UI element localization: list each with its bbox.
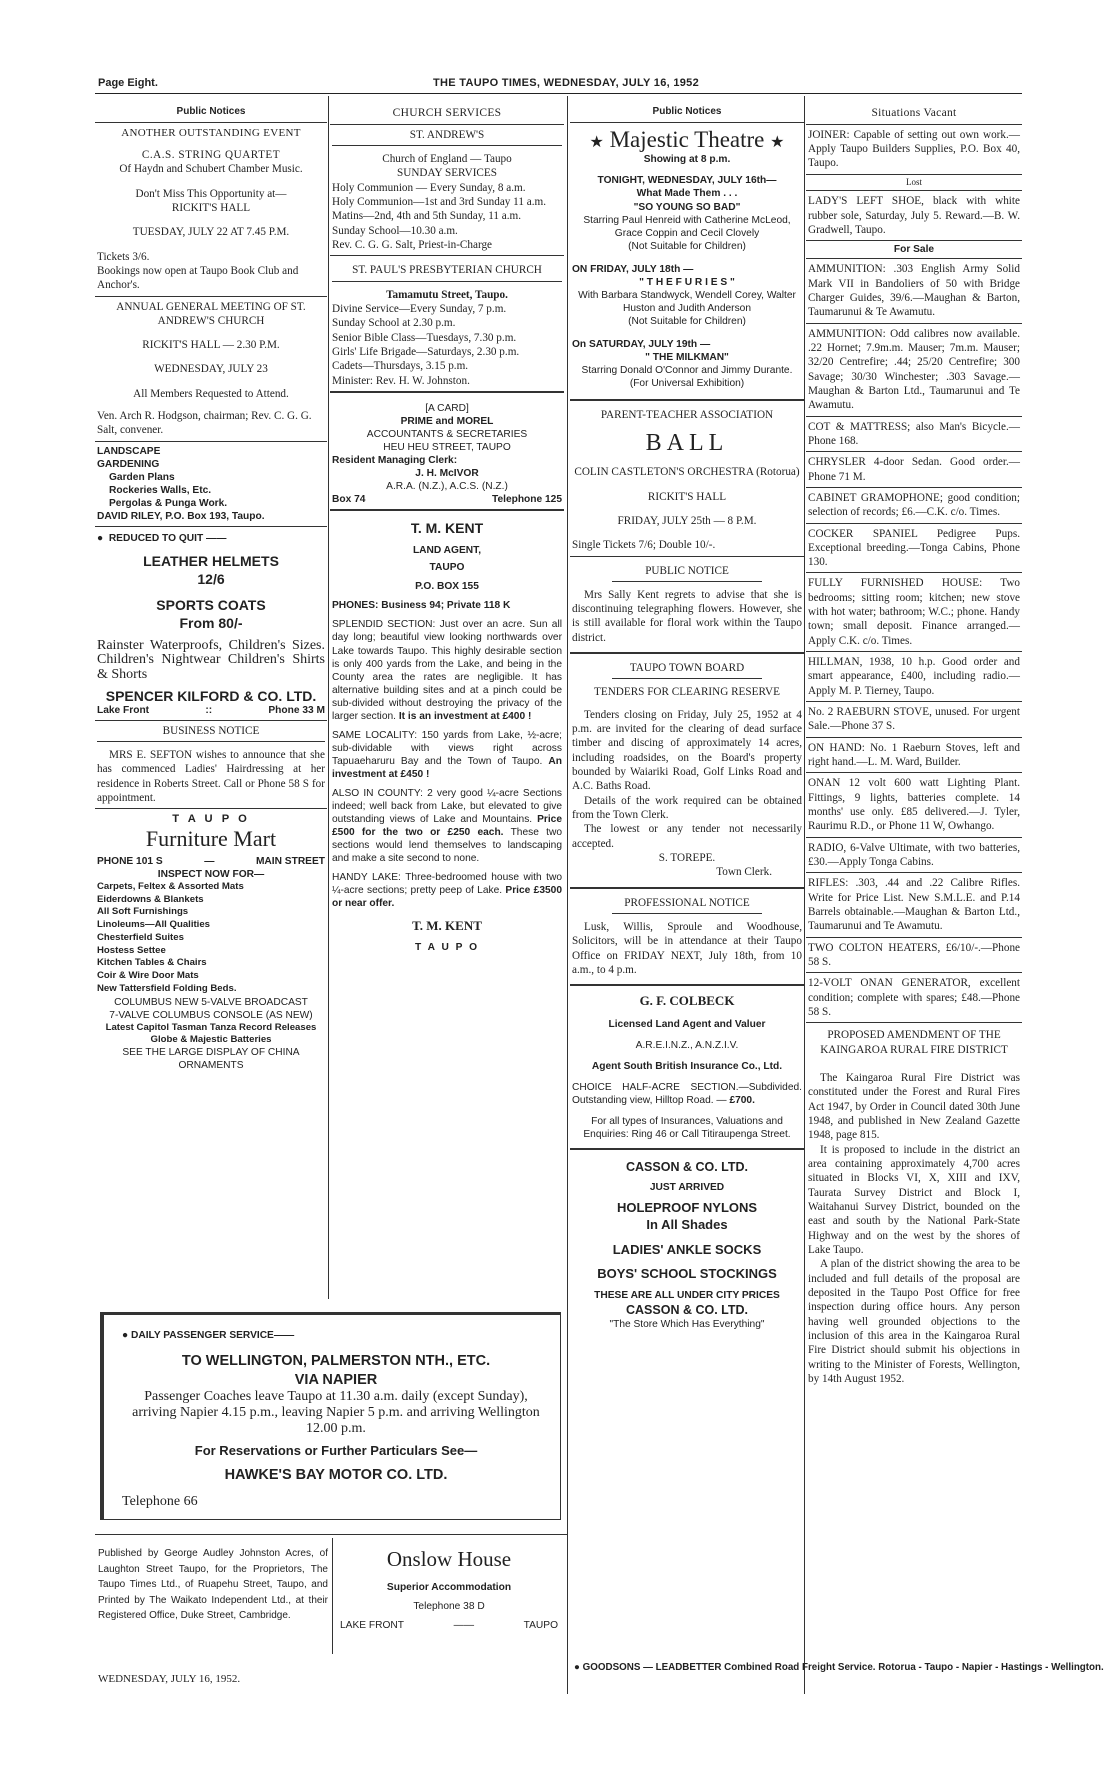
passenger-telephone: Telephone 66 [122,1493,198,1509]
film-rating: (For Universal Exhibition) [629,378,745,390]
kent-also: ALSO IN COUNTY: 2 very good ¼-acre Sections indeed; well back from Lake, but elevated to give outstanding views of Lake and Mountains. [332,788,562,826]
casson-arrived: JUST ARRIVED [649,1182,725,1194]
furn-see: SEE THE LARGE DISPLAY OF CHINA ORNAMENTS [122,1047,300,1072]
st-andrews-heading: ST. ANDREW'S [409,128,485,141]
goodsons-ad [574,1662,1104,1675]
kent-handy: HANDY LAKE: Three-bedroomed house with two ¼-acre sections; pretty peep of Lake. [332,872,562,897]
fire-p2: It is proposed to include in the district an area containing approximately 4,700 acres situated in Blocks VI, X, XIII and IXV, Taurata Survey District and Block I, Waitahanui Survey District, bounded on the east and south by the National Park-State Highway and on the west by the shores of Lake Taupo. [808,1143,1020,1256]
ball-title: BALL [645,430,729,457]
prof-text: Lusk, Willis, Sproule and Woodhouse, Solicitors, will be in attendance at their Taupo Office on FRIDAY NEXT, July 18th, from 10 a.m., to 4 p.m. [572,921,802,977]
st-andrews [330,125,564,256]
film-rating: (Not Suitable for Children) [628,315,746,327]
colbeck-name: G. F. COLBECK [639,993,735,1009]
column-rule [328,96,329,1299]
prof-heading: PROFESSIONAL NOTICE [624,896,750,909]
quartet-notice [95,123,327,296]
service-line: Matins—2nd, 4th and 5th Sunday, 11 a.m. [332,210,522,223]
tm-kent-ad [330,511,564,957]
classified-ad: TWO COLTON HEATERS, £6/10/-.—Phone 58 S. [808,941,1020,969]
kent-town: TAUPO [429,562,465,574]
fire-p1: The Kaingaroa Rural Fire District was constituted under the Forest and Rural Fires Act 1947, by Order in Council dated 30th June 1948, and published in New Zealand Gazette 1948, page 815. [808,1072,1020,1142]
colbeck-agent: Agent South British Insurance Co., Ltd. [591,1061,783,1073]
classified-ad: 12-VOLT ONAN GENERATOR, excellent condition; complete with spares; £48.—Phone 58 S. [808,977,1020,1019]
onslow-name: Onslow House [386,1547,512,1571]
classified-ad: CABINET GRAMOPHONE; good condition; selection of records; £6.—C.K. c/o. Times. [808,491,1020,519]
quartet-name: C.A.S. STRING QUARTET [141,148,281,161]
service-line: Senior Bible Class—Tuesdays, 7.30 p.m. [332,331,517,344]
film-rating: (Not Suitable for Children) [628,240,746,252]
sunday-services: SUNDAY SERVICES [397,167,497,180]
kent-signature: T. M. KENT [412,918,482,934]
classified-ad: ONAN 12 volt 600 watt Lighting Plant. Fittings, 9 lights, batteries complete. 14 months' use only. £85 delivered.—J. Tyler, Raurimu R.D., or Phone 11 W, Owhango. [808,777,1020,833]
showing-time: Showing at 8 p.m. [643,154,731,166]
quartet-tickets: Tickets 3/6. [97,250,150,263]
passenger-reservations: For Reservations or Further Particulars See— [194,1443,478,1459]
furn-phone: PHONE 101 S [97,855,163,867]
star-icon: ★ [770,133,785,151]
kent-also2: These two sections would lend themselves to landscaping and make a site second to none. [332,827,562,865]
public-heading: PUBLIC NOTICE [645,564,729,577]
kent-box: P.O. BOX 155 [415,581,479,593]
casson-ad [570,1150,804,1334]
board-p2: Details of the work required can be obtained from the Town Clerk. [572,794,802,822]
imprint-text: Published by George Audley Johnston Acres, of Laughton Street Taupo, for the Proprietors, The Taupo Times Ltd., of Ruapehu Street, Taupo, and Printed by The Waikato Independent Ltd., at their Registered Office, Duke Street, Cambridge. [98,1548,328,1621]
for-sale-heading: For Sale [893,244,935,256]
card-tel: Telephone 125 [491,494,562,506]
card-clerk: J. H. McIVOR [415,468,479,480]
masthead-rule [95,93,1022,94]
friday: ON FRIDAY, JULY 18th — [572,263,694,275]
section-header: Public Notices [95,104,327,123]
passenger-heading: DAILY PASSENGER SERVICE [131,1330,274,1341]
imprint-date: WEDNESDAY, JULY 16, 1952. [98,1673,241,1685]
colbeck-insurance: For all types of Insurances, Valuations and Enquiries: Ring 46 or Call Titiraupenga Street. [583,1116,791,1141]
star-icon: ★ [589,133,604,151]
fire-heading: PROPOSED AMENDMENT OF THE KAINGAROA RURAL FIRE DISTRICT [820,1029,1008,1056]
section-header: Public Notices [570,104,804,123]
kent-same: SAME LOCALITY: 150 yards from Lake, ½-acre; sub-dividable with views right across Tapuaeharuru Bay and the Town of Taupo. [332,729,562,767]
quartet-heading: ANOTHER OUTSTANDING EVENT [121,126,301,139]
garden-item: Garden Plans [109,471,175,483]
coats-price: From 80/- [179,614,243,631]
garden-line2: GARDENING [97,458,160,470]
furn-name: Furniture Mart [145,825,277,851]
kent-handy-price: Price £3500 or near offer. [332,885,562,910]
kent-role: LAND AGENT, [412,545,482,557]
column-public-notices-2 [570,104,804,1694]
card-accountants: ACCOUNTANTS & SECRETARIES [366,429,528,441]
casson-store: "The Store Which Has Everything" [609,1318,765,1330]
bullet-icon: ● [574,1662,580,1673]
service-line: Holy Communion — Every Sunday, 8 a.m. [332,181,526,194]
passenger-text: Passenger Coaches leave Taupo at 11.30 a.m. daily (except Sunday), arriving Napier 4.15 p.m., leaving Napier 5 p.m. and arriving Wellington 12.00 p.m. [132,1389,540,1437]
town-board-notice [570,654,804,883]
coats: SPORTS COATS [156,596,266,613]
quartet-hall: RICKIT'S HALL [171,201,251,214]
st-pauls-street: Tamamutu Street, Taupo. [386,288,508,301]
classified-ad: ON HAND: No. 1 Raeburn Stoves, left and right hand.—L. M. Ward, Builder. [808,741,1020,769]
film-cast: With Barbara Standwyck, Wendell Corey, Walter Huston and Judith Anderson [578,289,796,314]
quit-text: Rainster Waterproofs, Children's Sizes. Children's Nightwear Children's Shirts & Shorts [97,637,325,683]
section-header: Situations Vacant [806,104,1022,125]
furn-inspect: INSPECT NOW FOR— [157,868,265,880]
public-notice [570,557,804,649]
page-number: Page Eight. [98,77,158,89]
agm-notice [95,297,327,441]
agm-heading: ANNUAL GENERAL MEETING OF ST. ANDREW'S CHURCH [116,300,306,327]
quartet-date: TUESDAY, JULY 22 AT 7.45 P.M. [132,226,290,239]
casson-prices: THESE ARE ALL UNDER CITY PRICES [594,1289,780,1301]
kent-sig-town: T A U P O [414,942,480,954]
onslow-tel: Telephone 38 D [413,1600,485,1612]
onslow-sub: Superior Accommodation [386,1581,512,1593]
reduced-to-quit-ad: ● REDUCED TO QUIT —— LEATHER HELMETS 12/6 SPORTS COATS From 80/- Rainster Waterproofs, Children's Sizes. Children's Nightwear Children's Shirts & Shorts SPENCER KILFORD & CO. LTD. Lake Front :: Phone 33 M [97,533,325,716]
card-prime-morel [330,399,564,509]
service-line: Girls' Life Brigade—Saturdays, 2.30 p.m. [332,345,520,358]
classified-ad: COT & MATTRESS; also Man's Bicycle.—Phone 168. [808,420,1020,447]
kent-same-price: An investment at £450 ! [332,755,562,780]
pta-ball-ad [570,401,804,555]
service-line: Divine Service—Every Sunday, 7 p.m. [332,303,507,315]
lost-heading: Lost [905,176,922,187]
ball-tickets: Single Tickets 7/6; Double 10/-. [572,539,716,552]
passenger-via: VIA NAPIER [294,1371,378,1388]
agm-chair: Ven. Arch R. Hodgson, chairman; Rev. C. G. G. Salt, convener. [97,410,312,437]
colbeck-choice-price: £700. [729,1095,755,1107]
newspaper-title: THE TAUPO TIMES, WEDNESDAY, JULY 16, 1952 [433,77,699,89]
imprint-rule [332,1538,333,1654]
column-rule [804,96,805,1694]
column-church-services [330,104,564,1300]
tonight: TONIGHT, WEDNESDAY, JULY 16th— [597,175,777,187]
quartet-booking: Bookings now open at Taupo Book Club and Anchor's. [97,264,299,292]
onslow-town: TAUPO [523,1619,558,1631]
classified-ad: RIFLES: .303, .44 and .22 Calibre Rifles. Write for Price List. New S.M.L.E. and P.14 Barrels obtainable.—Maughan & Barton Ltd., Taumarunui and Te Awamutu. [808,877,1020,933]
service-line: Minister: Rev. H. W. Johnston. [332,374,470,387]
bullet-icon: ● [97,533,104,545]
ball-hall: RICKIT'S HALL [647,490,727,503]
furn-radio2: 7-VALVE COLUMBUS CONSOLE (AS NEW) [109,1009,313,1021]
quartet-miss: Don't Miss This Opportunity at— [135,187,287,200]
kent-phones: PHONES: Business 94; Private 118 K [332,600,511,612]
service-line: Rev. C. G. G. Salt, Priest-in-Charge [332,239,493,252]
separator: — [204,855,215,867]
column-classifieds [806,104,1022,1609]
board-role: Town Clerk. [716,866,772,879]
garden-item: Rockeries Walls, Etc. [109,484,212,496]
casson-stockings: BOYS' SCHOOL STOCKINGS [597,1266,777,1282]
furniture-mart-ad [95,809,327,1075]
board-sig: S. TOREPE. [658,852,716,865]
bullet-icon: ● [122,1330,129,1341]
furn-item: All Soft Furnishings [97,906,189,918]
agm-members: All Members Requested to Attend. [133,387,289,400]
furn-item: Kitchen Tables & Chairs [97,957,207,969]
classified-ad: AMMUNITION: Odd calibres now available. .22 Hornet; 7.9m.m. Mauser; 7m.m. Mauser; 32/20 Centrefire; .44; 25/20 Centrefire; 300 Savage; 30/30 Winchester; .303 Savage.—Maughan & Barton Ltd., Taumarunui and Te Awamutu. [808,327,1020,412]
gardening-ad [95,442,327,526]
lost-ad: LADY'S LEFT SHOE, black with white rubber sole, Saturday, July 5. Reward.—B. W. Gradwell, Taupo. [808,195,1020,236]
professional-notice [570,889,804,981]
furn-tanza: Latest Capitol Tasman Tanza Record Releases [105,1021,317,1033]
casson-company: CASSON & CO. LTD. [626,1302,748,1317]
casson-socks: LADIES' ANKLE SOCKS [612,1241,762,1257]
st-pauls-heading: ST. PAUL'S PRESBYTERIAN CHURCH [352,264,542,277]
masthead [98,76,1020,92]
colbeck-role: Licensed Land Agent and Valuer [608,1019,766,1030]
business-notice [95,721,327,809]
separator: :: [205,704,213,716]
garden-contact: DAVID RILEY, P.O. Box 193, Taupo. [97,511,265,523]
card-box: Box 74 [332,494,366,506]
public-text: Mrs Sally Kent regrets to advise that she is discontinuing telegraphing flowers. However, she is still available for floral work within the Taupo district. [572,588,802,644]
classified-ad: HILLMAN, 1938, 10 h.p. Good order and smart appearance, £400, including radio.—Apply M. P. Tierney, Taupo. [808,656,1020,697]
onslow-lake-front: LAKE FRONT [340,1619,404,1631]
ball-orchestra: COLIN CASTLETON'S ORCHESTRA (Rotorua) [574,466,800,479]
kent-name: T. M. KENT [410,520,484,537]
board-heading: TAUPO TOWN BOARD [629,662,745,675]
film-cast: Starring Donald O'Connor and Jimmy Durante. [581,365,793,377]
furn-item: Eiderdowns & Blankets [97,893,204,905]
quit-company: SPENCER KILFORD & CO. LTD. [105,687,317,704]
quartet-desc: Of Haydn and Schubert Chamber Music. [119,163,303,176]
service-line: Sunday School—10.30 a.m. [332,224,458,237]
agm-hall: RICKIT'S HALL — 2.30 P.M. [142,339,280,352]
separator: —— [453,1619,474,1631]
furn-batteries: Globe & Majestic Batteries [150,1033,272,1045]
furn-item: Carpets, Feltex & Assorted Mats [97,880,244,892]
furn-item: Chesterfield Suites [97,931,184,943]
film-title: "SO YOUNG SO BAD" [633,201,741,213]
board-text: Tenders closing on Friday, July 25, 1952 at 4 p.m. are invited for the clearing of dead surface timber and discing of approximately 14 acres, including roadsides, on the Board's property bounded by Waiariki Road, Golf Links Road and A.C. Baths Road. [572,708,802,793]
card-heading: [A CARD] [425,402,469,414]
quit-heading: REDUCED TO QUIT [108,533,204,545]
kent-also-price: Price £500 for the two or £250 each. [332,814,562,839]
kent-splendid-price: It is an investment at £400 ! [398,710,532,722]
card-firm: PRIME and MOREL [400,416,494,428]
film-title: " THE MILKMAN" [645,352,729,363]
classified-ad: FULLY FURNISHED HOUSE: Two bedrooms; sitting room; kitchen; new stove with hot water; bathroom; W.C.; phone. Handy town; small deposit. Finance arranged.—Apply C.K. c/o. Times. [808,577,1020,647]
casson-heading: CASSON & CO. LTD. [626,1160,748,1175]
onslow-house-ad [336,1540,562,1632]
service-line: Sunday School at 2.30 p.m. [332,317,456,330]
passenger-destination: TO WELLINGTON, PALMERSTON NTH., ETC. [181,1353,491,1370]
garden-line1: LANDSCAPE [97,445,161,457]
furn-radio1: COLUMBUS NEW 5-VALVE BROADCAST [114,996,308,1008]
church-name: Church of England — Taupo [382,153,512,166]
majestic-theatre-ad [570,123,804,393]
business-heading: BUSINESS NOTICE [162,724,260,737]
what-made-them: What Made Them . . . [636,188,738,200]
joiner-ad: JOINER: Capable of setting out own work.—Apply Taupo Builders Supplies, P.O. Box 40, Taupo. [808,128,1020,170]
ball-date: FRIDAY, JULY 25th — 8 P.M. [617,514,757,527]
helmets-price: 12/6 [197,571,225,588]
theatre-name: Majestic Theatre [609,126,765,152]
fire-p3: A plan of the district showing the area to be included and full details of the proposal are deposited in the Taupo Post Office for free inspection during office hours. Any person having well grounded objections to the inclusion of this area in the Kaingaroa Rural Fire District should submit his objections in writing to the Minister of Forests, Wellington, by 14th August 1952. [808,1258,1020,1385]
lake-front: Lake Front [97,704,150,716]
imprint [98,1546,328,1624]
passenger-service-ad: ● DAILY PASSENGER SERVICE—— TO WELLINGTON, PALMERSTON NTH., ETC. VIA NAPIER Passenger Coaches leave Taupo at 11.30 a.m. daily (except Sunday), arriving Napier 4.15 p.m., leaving Napier 5 p.m. and arriving Wellington 12.00 p.m. For Reservations or Further Particulars See— HAWKE'S BAY MOTOR CO. LTD. Telephone 66 [100,1312,561,1520]
kent-splendid: SPLENDID SECTION: Just over an acre. Sun all day long; beautiful view looking northwards over Lake towards Taupo. This highly desirable section is only 400 yards from the Lake, and being in the County area the rates are negligible. It has alternative building sites and at a pinch could be sub-divided without destroying the privacy of the larger section. [332,619,562,722]
casson-shades: In All Shades [646,1217,728,1232]
classified-ad: COCKER SPANIEL Pedigree Pups. Exceptional breeding.—Tonga Cabins, Phone 130. [808,527,1020,569]
casson-nylons: HOLEPROOF NYLONS [616,1200,758,1216]
business-text: MRS E. SEFTON wishes to announce that she has commenced Ladies' Hairdressing at her residence in Roberts Street. Call or Phone 58 S for appointment. [97,748,325,804]
furn-taupo: T A U P O [172,813,250,826]
classified-ad: RADIO, 6-Valve Ultimate, with two batteries, £30.—Apply Tonga Cabins. [808,841,1020,869]
section-header: CHURCH SERVICES [330,104,564,125]
ball-heading: PARENT-TEACHER ASSOCIATION [600,409,774,422]
board-sub: TENDERS FOR CLEARING RESERVE [594,686,780,699]
saturday: On SATURDAY, JULY 19th — [572,338,711,350]
service-line: Holy Communion—1st and 3rd Sunday 11 a.m. [332,196,547,209]
classified-ad: CHRYSLER 4-door Sedan. Good order.—Phone 71 M. [808,456,1020,483]
card-address: HEU HEU STREET, TAUPO [383,442,511,454]
card-quals: A.R.A. (N.Z.), A.C.S. (N.Z.) [386,481,508,493]
st-pauls [330,256,564,391]
furn-item: Coir & Wire Door Mats [97,970,199,982]
colbeck-choice: CHOICE HALF-ACRE SECTION.—Subdivided. Outstanding view, Hilltop Road. — [572,1082,802,1107]
board-p3: The lowest or any tender not necessarily accepted. [572,823,802,850]
furn-item: Hostess Settee [97,944,166,956]
furn-item: New Tattersfield Folding Beds. [97,982,237,994]
film-title: " T H E F U R I E S " [639,276,735,288]
card-resident: Resident Managing Clerk: [332,455,458,467]
service-line: Cadets—Thursdays, 3.15 p.m. [332,360,469,373]
classified-ad: AMMUNITION: .303 English Army Solid Mark VII in Bandoliers of 50 with Bridge Charger Guides, 39/6.—Maughan & Barton, Taumarunui & Te Awamutu. [808,263,1020,319]
passenger-company: HAWKE'S BAY MOTOR CO. LTD. [224,1467,448,1484]
film-cast: Starring Paul Henreid with Catherine McLeod, Grace Coppin and Cecil Clovely [583,214,791,239]
fire-district-notice [806,1023,1022,1389]
goodsons-text: GOODSONS — LEADBETTER Combined Road Freight Service. Rotorua - Taupo - Napier - Hastings - Wellington. [582,1662,1104,1673]
helmets: LEATHER HELMETS [143,553,279,570]
classified-ad: No. 2 RAEBURN STOVE, unused. For urgent Sale.—Phone 37 S. [808,706,1020,733]
colbeck-quals: A.R.E.I.N.Z., A.N.Z.I.V. [635,1040,739,1052]
agm-date: WEDNESDAY, JULY 23 [154,363,268,376]
furn-street: MAIN STREET [255,855,325,867]
garden-item: Pergolas & Punga Work. [109,497,228,509]
colbeck-ad [570,986,804,1144]
imprint-rule [95,1534,567,1535]
column-rule [567,96,568,1694]
column-public-notices [95,104,327,1300]
furn-item: Linoleums—All Qualities [97,919,211,931]
phone: Phone 33 M [268,704,325,716]
